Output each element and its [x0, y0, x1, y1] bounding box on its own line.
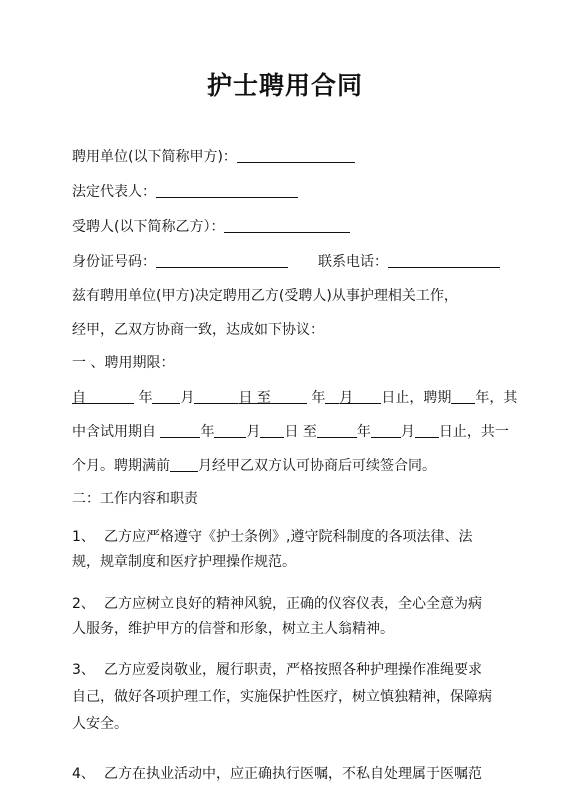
duty-2-line-1: [72, 595, 482, 613]
term-month-label: 月: [180, 390, 195, 406]
intro-line-2: 经甲，乙双方协商一致，达成如下协议：: [72, 322, 324, 338]
term-line-1: [72, 389, 517, 407]
employer-field: [72, 148, 355, 166]
legal-rep-blank[interactable]: [156, 183, 298, 198]
legal-rep-field: [72, 183, 298, 201]
phone-blank[interactable]: [388, 253, 500, 268]
duty-3-line-1: [72, 661, 482, 679]
probation-day-label: 日: [284, 424, 299, 440]
probation-start-month-blank[interactable]: [214, 423, 246, 438]
renewal-months-blank[interactable]: [170, 457, 198, 472]
duty-3-line-2: 自己，做好各项护理工作，实施保护性医疗，树立慎独精神，保障病: [72, 689, 492, 705]
renewal-text-a: 个月。聘期满前: [72, 458, 170, 474]
section-1-heading: 一 、聘用期限：: [72, 355, 175, 371]
duty-1-line-1: [72, 528, 472, 546]
probation-month-label-2: 月: [400, 424, 415, 440]
renewal-text-b: 月经甲乙双方认可协商后可续签合同。: [198, 458, 436, 474]
probation-month-label: 月: [246, 424, 261, 440]
term-start-month-blank[interactable]: [152, 389, 180, 404]
duty-2-number: 2、: [72, 596, 95, 612]
probation-to-label: 至: [302, 424, 317, 440]
legal-rep-label: 法定代表人：: [72, 184, 156, 200]
employee-label: 受聘人(以下简称乙方）：: [72, 219, 225, 235]
term-line-3: [72, 457, 436, 475]
term-start-day-blank[interactable]: [194, 389, 238, 404]
term-end-month-pre-blank[interactable]: [325, 389, 339, 404]
duty-4-line-1: [72, 765, 482, 783]
duty-1-number: 1、: [72, 529, 95, 545]
employee-field: [72, 218, 350, 236]
probation-start-day-blank[interactable]: [260, 423, 284, 438]
term-from: 自: [72, 390, 86, 406]
probation-year-label-2: 年: [356, 424, 371, 440]
term-year-label: 年: [138, 390, 153, 406]
duty-1-text: 乙方应严格遵守《护士条例》,遵守院科制度的各项法律、法: [104, 529, 473, 545]
section-2-heading: 二：工作内容和职责: [72, 491, 198, 507]
term-day-to: 日 至: [238, 390, 271, 406]
term-end-year-blank[interactable]: [271, 389, 307, 404]
term-end-month-blank[interactable]: [353, 389, 381, 404]
duty-1-line-2: 规，规章制度和医疗护理操作规范。: [72, 554, 296, 570]
term-line-2: [72, 423, 509, 441]
duty-4-number: 4、: [72, 766, 95, 782]
id-number-blank[interactable]: [156, 253, 288, 268]
term-month-label-2: 月: [339, 390, 354, 406]
term-years-label: 年，其: [475, 390, 518, 406]
duty-3-number: 3、: [72, 662, 95, 678]
duty-4-text: 乙方在执业活动中，应正确执行医嘱，不私自处理属于医嘱范: [104, 766, 482, 782]
probation-start-year-blank[interactable]: [160, 423, 200, 438]
duty-2-text: 乙方应树立良好的精神风貌，正确的仪容仪表，全心全意为病: [104, 596, 482, 612]
intro-line-1: 兹有聘用单位(甲方)决定聘用乙方(受聘人)从事护理相关工作，: [72, 288, 458, 304]
phone-label: 联系电话：: [318, 254, 388, 270]
document-title: 护士聘用合同: [206, 71, 363, 100]
term-start-year-blank[interactable]: [86, 389, 134, 404]
duty-2-line-2: 人服务，维护甲方的信誉和形象，树立主人翁精神。: [72, 621, 394, 637]
probation-end-label: 日止，共一: [438, 424, 509, 440]
term-end-day: 日止，聘期: [381, 390, 452, 406]
probation-year-label: 年: [200, 424, 215, 440]
employer-blank[interactable]: [237, 148, 355, 163]
term-year-label-2: 年: [311, 390, 326, 406]
employee-blank[interactable]: [224, 218, 350, 233]
duty-3-text: 乙方应爱岗敬业，履行职责，严格按照各种护理操作准绳要求: [104, 662, 482, 678]
probation-end-year-blank[interactable]: [317, 423, 357, 438]
term-years-blank[interactable]: [451, 389, 475, 404]
employer-label: 聘用单位(以下简称甲方)：: [72, 149, 237, 165]
duty-3-line-3: 人安全。: [72, 716, 128, 732]
id-phone-row: [72, 253, 500, 271]
probation-end-day-blank[interactable]: [415, 423, 439, 438]
id-number-label: 身份证号码：: [72, 254, 156, 270]
probation-end-month-blank[interactable]: [371, 423, 401, 438]
probation-label: 中含试用期自: [72, 424, 156, 440]
